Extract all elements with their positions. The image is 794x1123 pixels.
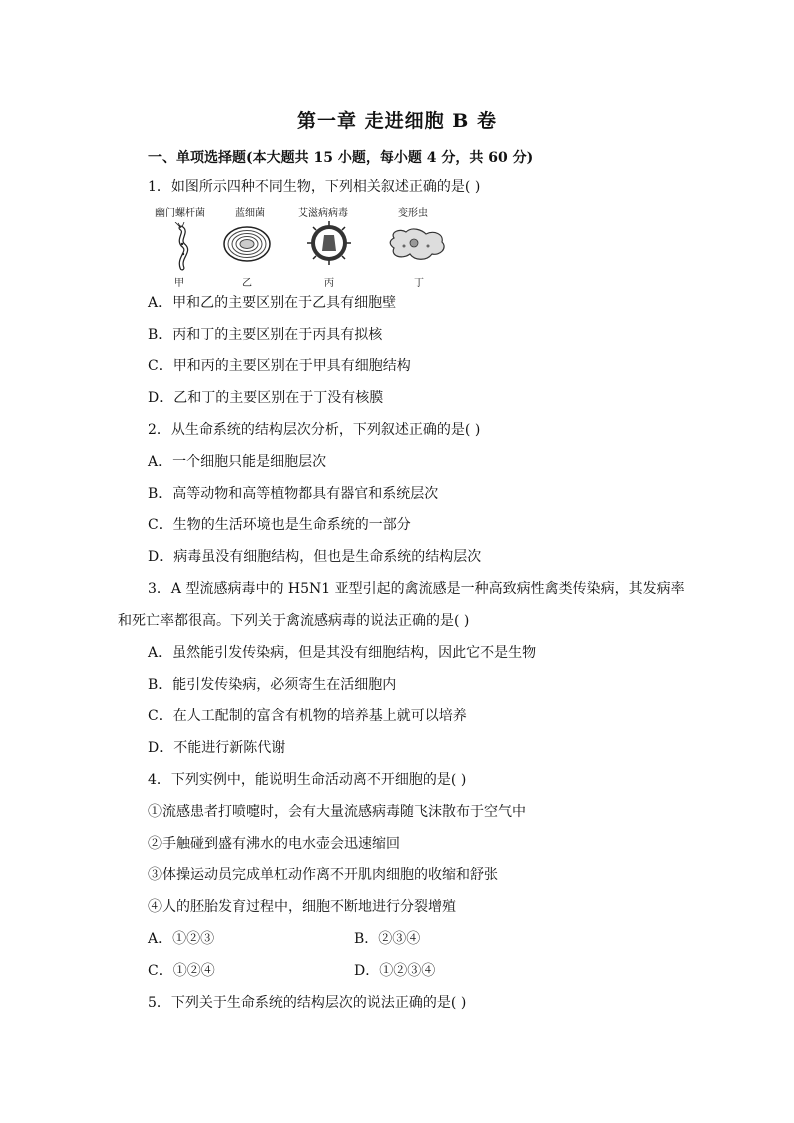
helicobacter-drawing — [168, 222, 194, 272]
caption-hiv: 艾滋病病毒 — [298, 208, 348, 219]
q4-option-a: A．①②③ — [148, 931, 215, 947]
q3-stem-line1: 3．A 型流感病毒中的 H5N1 亚型引起的禽流感是一种高致病性禽类传染病，其发病率 — [148, 581, 685, 597]
caption-helicobacter: 幽门螺杆菌 — [155, 208, 205, 219]
q3-stem-line2: 和死亡率都很高。下列关于禽流感病毒的说法正确的是( ) — [118, 613, 470, 629]
hiv-drawing — [306, 220, 352, 266]
q1-stem: 1．如图所示四种不同生物，下列相关叙述正确的是( ) — [148, 179, 481, 195]
q3-option-a: A．虽然能引发传染病，但是其没有细胞结构，因此它不是生物 — [148, 645, 537, 661]
q4-item-4: ④人的胚胎发育过程中，细胞不断地进行分裂增殖 — [148, 899, 456, 915]
q4-option-d: D．①②③④ — [354, 963, 436, 979]
q3-option-b: B．能引发传染病，必须寄生在活细胞内 — [148, 677, 397, 693]
q4-item-1: ①流感患者打喷嚏时，会有大量流感病毒随飞沫散布于空气中 — [148, 804, 526, 820]
label-bing: 丙 — [324, 278, 334, 289]
q4-option-b: B．②③④ — [354, 931, 421, 947]
q4-stem: 4．下列实例中，能说明生命活动离不开细胞的是( ) — [148, 772, 467, 788]
caption-amoeba: 变形虫 — [398, 208, 428, 219]
label-ding: 丁 — [414, 278, 424, 289]
cyanobacteria-drawing — [222, 224, 272, 264]
q1-option-c: C．甲和丙的主要区别在于甲具有细胞结构 — [148, 358, 411, 374]
q3-option-d: D．不能进行新陈代谢 — [148, 740, 286, 756]
q2-stem: 2．从生命系统的结构层次分析，下列叙述正确的是( ) — [148, 422, 481, 438]
q1-option-b: B．丙和丁的主要区别在于丙具有拟核 — [148, 327, 383, 343]
q1-option-a: A．甲和乙的主要区别在于乙具有细胞壁 — [148, 295, 397, 311]
q4-item-3: ③体操运动员完成单杠动作离不开肌肉细胞的收缩和舒张 — [148, 867, 498, 883]
q4-option-c: C．①②④ — [148, 963, 215, 979]
label-yi: 乙 — [242, 278, 252, 289]
label-jia: 甲 — [174, 278, 184, 289]
q2-option-d: D．病毒虽没有细胞结构，但也是生命系统的结构层次 — [148, 549, 482, 565]
q4-item-2: ②手触碰到盛有沸水的电水壶会迅速缩回 — [148, 836, 400, 852]
q2-option-a: A．一个细胞只能是细胞层次 — [148, 454, 327, 470]
q2-option-b: B．高等动物和高等植物都具有器官和系统层次 — [148, 486, 439, 502]
page-title: 第一章 走进细胞 B 卷 — [297, 110, 497, 132]
q3-option-c: C．在人工配制的富含有机物的培养基上就可以培养 — [148, 708, 467, 724]
amoeba-drawing — [386, 226, 448, 264]
caption-cyanobacteria: 蓝细菌 — [235, 208, 265, 219]
q2-option-c: C．生物的生活环境也是生命系统的一部分 — [148, 517, 411, 533]
organism-figure — [150, 204, 460, 288]
section-heading: 一、单项选择题(本大题共 15 小题，每小题 4 分，共 60 分) — [148, 150, 534, 166]
q5-stem: 5．下列关于生命系统的结构层次的说法正确的是( ) — [148, 995, 467, 1011]
q1-option-d: D．乙和丁的主要区别在于丁没有核膜 — [148, 390, 384, 406]
